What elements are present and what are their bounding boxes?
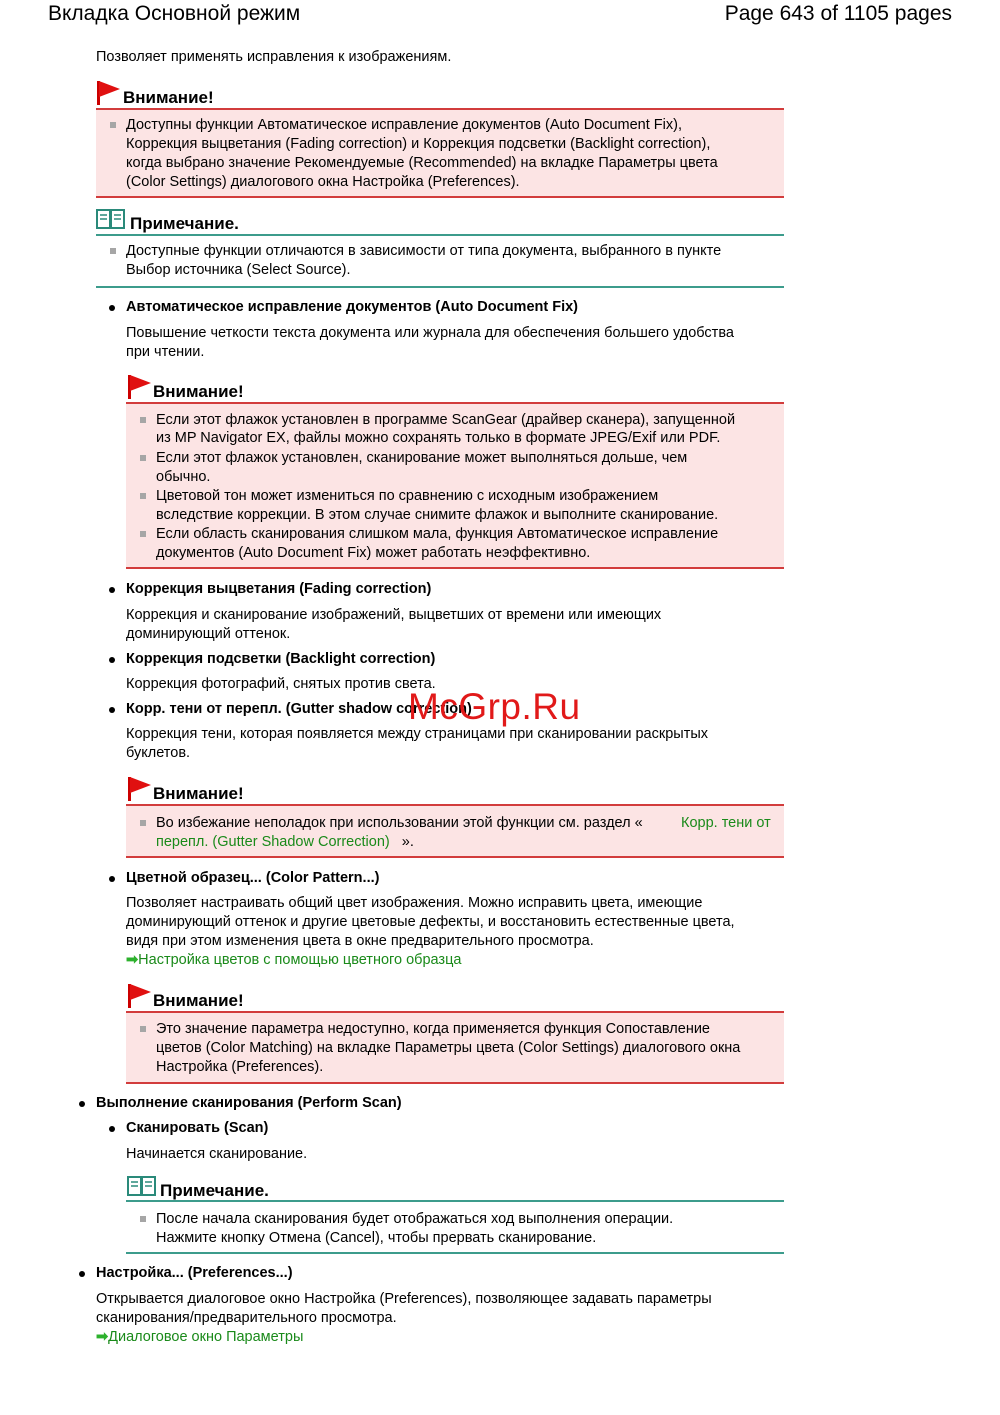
note-title: Примечание. <box>160 1181 269 1200</box>
caution-title: Внимание! <box>153 382 244 401</box>
arrow-right-icon: ➡ <box>126 952 139 968</box>
note-box <box>126 1200 784 1254</box>
backlight-text: Коррекция фотографий, снятых против света. <box>126 676 436 692</box>
adf-text: Повышение четкости текста документа или журнала для обеспечения большего удобства <box>126 325 734 341</box>
square-bullet-icon <box>140 1026 146 1032</box>
backlight-heading: Коррекция подсветки (Backlight correction) <box>126 651 436 667</box>
color-pattern-text: доминирующий оттенок и другие цветовые дефекты, и восстановить естественные цвета, <box>126 914 735 930</box>
caution-flag-icon <box>127 983 153 1009</box>
color-pattern-heading: Цветной образец... (Color Pattern...) <box>126 870 380 886</box>
note-box <box>96 234 784 288</box>
preferences-heading: Настройка... (Preferences...) <box>96 1265 293 1281</box>
preferences-text: сканирования/предварительного просмотра. <box>96 1310 397 1326</box>
caution-line: когда выбрано значение Рекомендуемые (Recommended) на вкладке Параметры цвета <box>126 155 718 171</box>
caution-title: Внимание! <box>123 88 214 107</box>
square-bullet-icon <box>140 493 146 499</box>
fading-heading: Коррекция выцветания (Fading correction) <box>126 581 432 597</box>
document-title: Вкладка Основной режим <box>48 2 301 25</box>
bullet-icon <box>109 1126 115 1132</box>
bullet-icon <box>109 587 115 593</box>
preferences-text: Открывается диалоговое окно Настройка (Preferences), позволяющее задавать параметры <box>96 1291 712 1307</box>
caution-line: обычно. <box>156 469 211 485</box>
scan-heading: Сканировать (Scan) <box>126 1120 269 1136</box>
page-header <box>0 0 1000 32</box>
adf-text: при чтении. <box>126 344 205 360</box>
note-line: Доступные функции отличаются в зависимости от типа документа, выбранного в пункте <box>126 243 722 259</box>
color-pattern-text: видя при этом изменения цвета в окне предварительного просмотра. <box>126 933 594 949</box>
bullet-icon <box>109 657 115 663</box>
preferences-link-row[interactable] <box>96 1328 303 1347</box>
caution-line: Если этот флажок установлен в программе ScanGear (драйвер сканера), запущенной <box>156 412 736 428</box>
bullet-icon <box>79 1101 85 1107</box>
gutter-text: буклетов. <box>126 745 191 761</box>
color-pattern-link-row[interactable] <box>126 951 461 970</box>
caution-box <box>126 804 784 858</box>
bullet-icon <box>109 707 115 713</box>
square-bullet-icon <box>110 248 116 254</box>
gutter-shadow-link-continued[interactable]: перепл. (Gutter Shadow Correction) <box>156 834 390 850</box>
square-bullet-icon <box>140 820 146 826</box>
note-line: Нажмите кнопку Отмена (Cancel), чтобы прервать сканирование. <box>156 1230 597 1246</box>
gutter-shadow-link[interactable]: Корр. тени от <box>681 815 771 831</box>
note-line: Выбор источника (Select Source). <box>126 262 351 278</box>
note-line: После начала сканирования будет отображаться ход выполнения операции. <box>156 1211 674 1227</box>
bullet-icon <box>79 1271 85 1277</box>
caution-title: Внимание! <box>153 784 244 803</box>
intro-text: Позволяет применять исправления к изображениям. <box>96 49 452 65</box>
caution-box <box>126 402 784 569</box>
square-bullet-icon <box>140 1216 146 1222</box>
arrow-right-icon: ➡ <box>96 1329 109 1345</box>
caution-line: Цветовой тон может измениться по сравнению с исходным изображением <box>156 488 659 504</box>
square-bullet-icon <box>110 122 116 128</box>
book-icon <box>96 208 126 230</box>
preferences-dialog-link[interactable]: Диалоговое окно Параметры <box>108 1329 304 1345</box>
bullet-icon <box>109 876 115 882</box>
page-counter: Page 643 of 1105 pages <box>724 2 952 25</box>
scan-text: Начинается сканирование. <box>126 1146 308 1162</box>
color-pattern-link[interactable]: Настройка цветов с помощью цветного образца <box>138 952 462 968</box>
caution-line: документов (Auto Document Fix) может работать неэффективно. <box>156 545 591 561</box>
caution-line-end: ». <box>401 834 414 850</box>
caution-line: Это значение параметра недоступно, когда применяется функция Сопоставление <box>156 1021 710 1037</box>
caution-line: Доступны функции Автоматическое исправление документов (Auto Document Fix), <box>126 117 682 133</box>
caution-line: (Color Settings) диалогового окна Настройка (Preferences). <box>126 174 520 190</box>
gutter-heading: Корр. тени от перепл. (Gutter shadow correction) <box>126 701 472 717</box>
caution-line: вследствие коррекции. В этом случае снимите флажок и выполните сканирование. <box>156 507 719 523</box>
watermark-text: McGrp.Ru <box>408 686 581 727</box>
caution-line: Если этот флажок установлен, сканирование может выполняться дольше, чем <box>156 450 688 466</box>
caution-line: Настройка (Preferences). <box>156 1059 324 1075</box>
caution-line: цветов (Color Matching) на вкладке Параметры цвета (Color Settings) диалогового окна <box>156 1040 741 1056</box>
book-icon <box>127 1175 157 1197</box>
caution-line: Если область сканирования слишком мала, функция Автоматическое исправление <box>156 526 719 542</box>
perform-scan-heading: Выполнение сканирования (Perform Scan) <box>96 1095 402 1111</box>
caution-line: Во избежание неполадок при использовании этой функции см. раздел « <box>156 815 643 831</box>
color-pattern-text: Позволяет настраивать общий цвет изображения. Можно исправить цвета, имеющие <box>126 895 703 911</box>
bullet-icon <box>109 305 115 311</box>
gutter-text: Коррекция тени, которая появляется между страницами при сканировании раскрытых <box>126 726 709 742</box>
square-bullet-icon <box>140 531 146 537</box>
adf-heading: Автоматическое исправление документов (Auto Document Fix) <box>126 299 579 315</box>
caution-box <box>126 1011 784 1084</box>
caution-flag-icon <box>127 776 153 802</box>
caution-line: Коррекция выцветания (Fading correction) и Коррекция подсветки (Backlight correction), <box>126 136 711 152</box>
square-bullet-icon <box>140 455 146 461</box>
fading-text: доминирующий оттенок. <box>126 626 291 642</box>
square-bullet-icon <box>140 417 146 423</box>
caution-flag-icon <box>96 80 122 106</box>
fading-text: Коррекция и сканирование изображений, выцветших от времени или имеющих <box>126 607 662 623</box>
note-title: Примечание. <box>130 214 239 233</box>
caution-line: из MP Navigator EX, файлы можно сохранять только в формате JPEG/Exif или PDF. <box>156 430 721 446</box>
caution-box <box>96 108 784 198</box>
caution-title: Внимание! <box>153 991 244 1010</box>
caution-flag-icon <box>127 374 153 400</box>
